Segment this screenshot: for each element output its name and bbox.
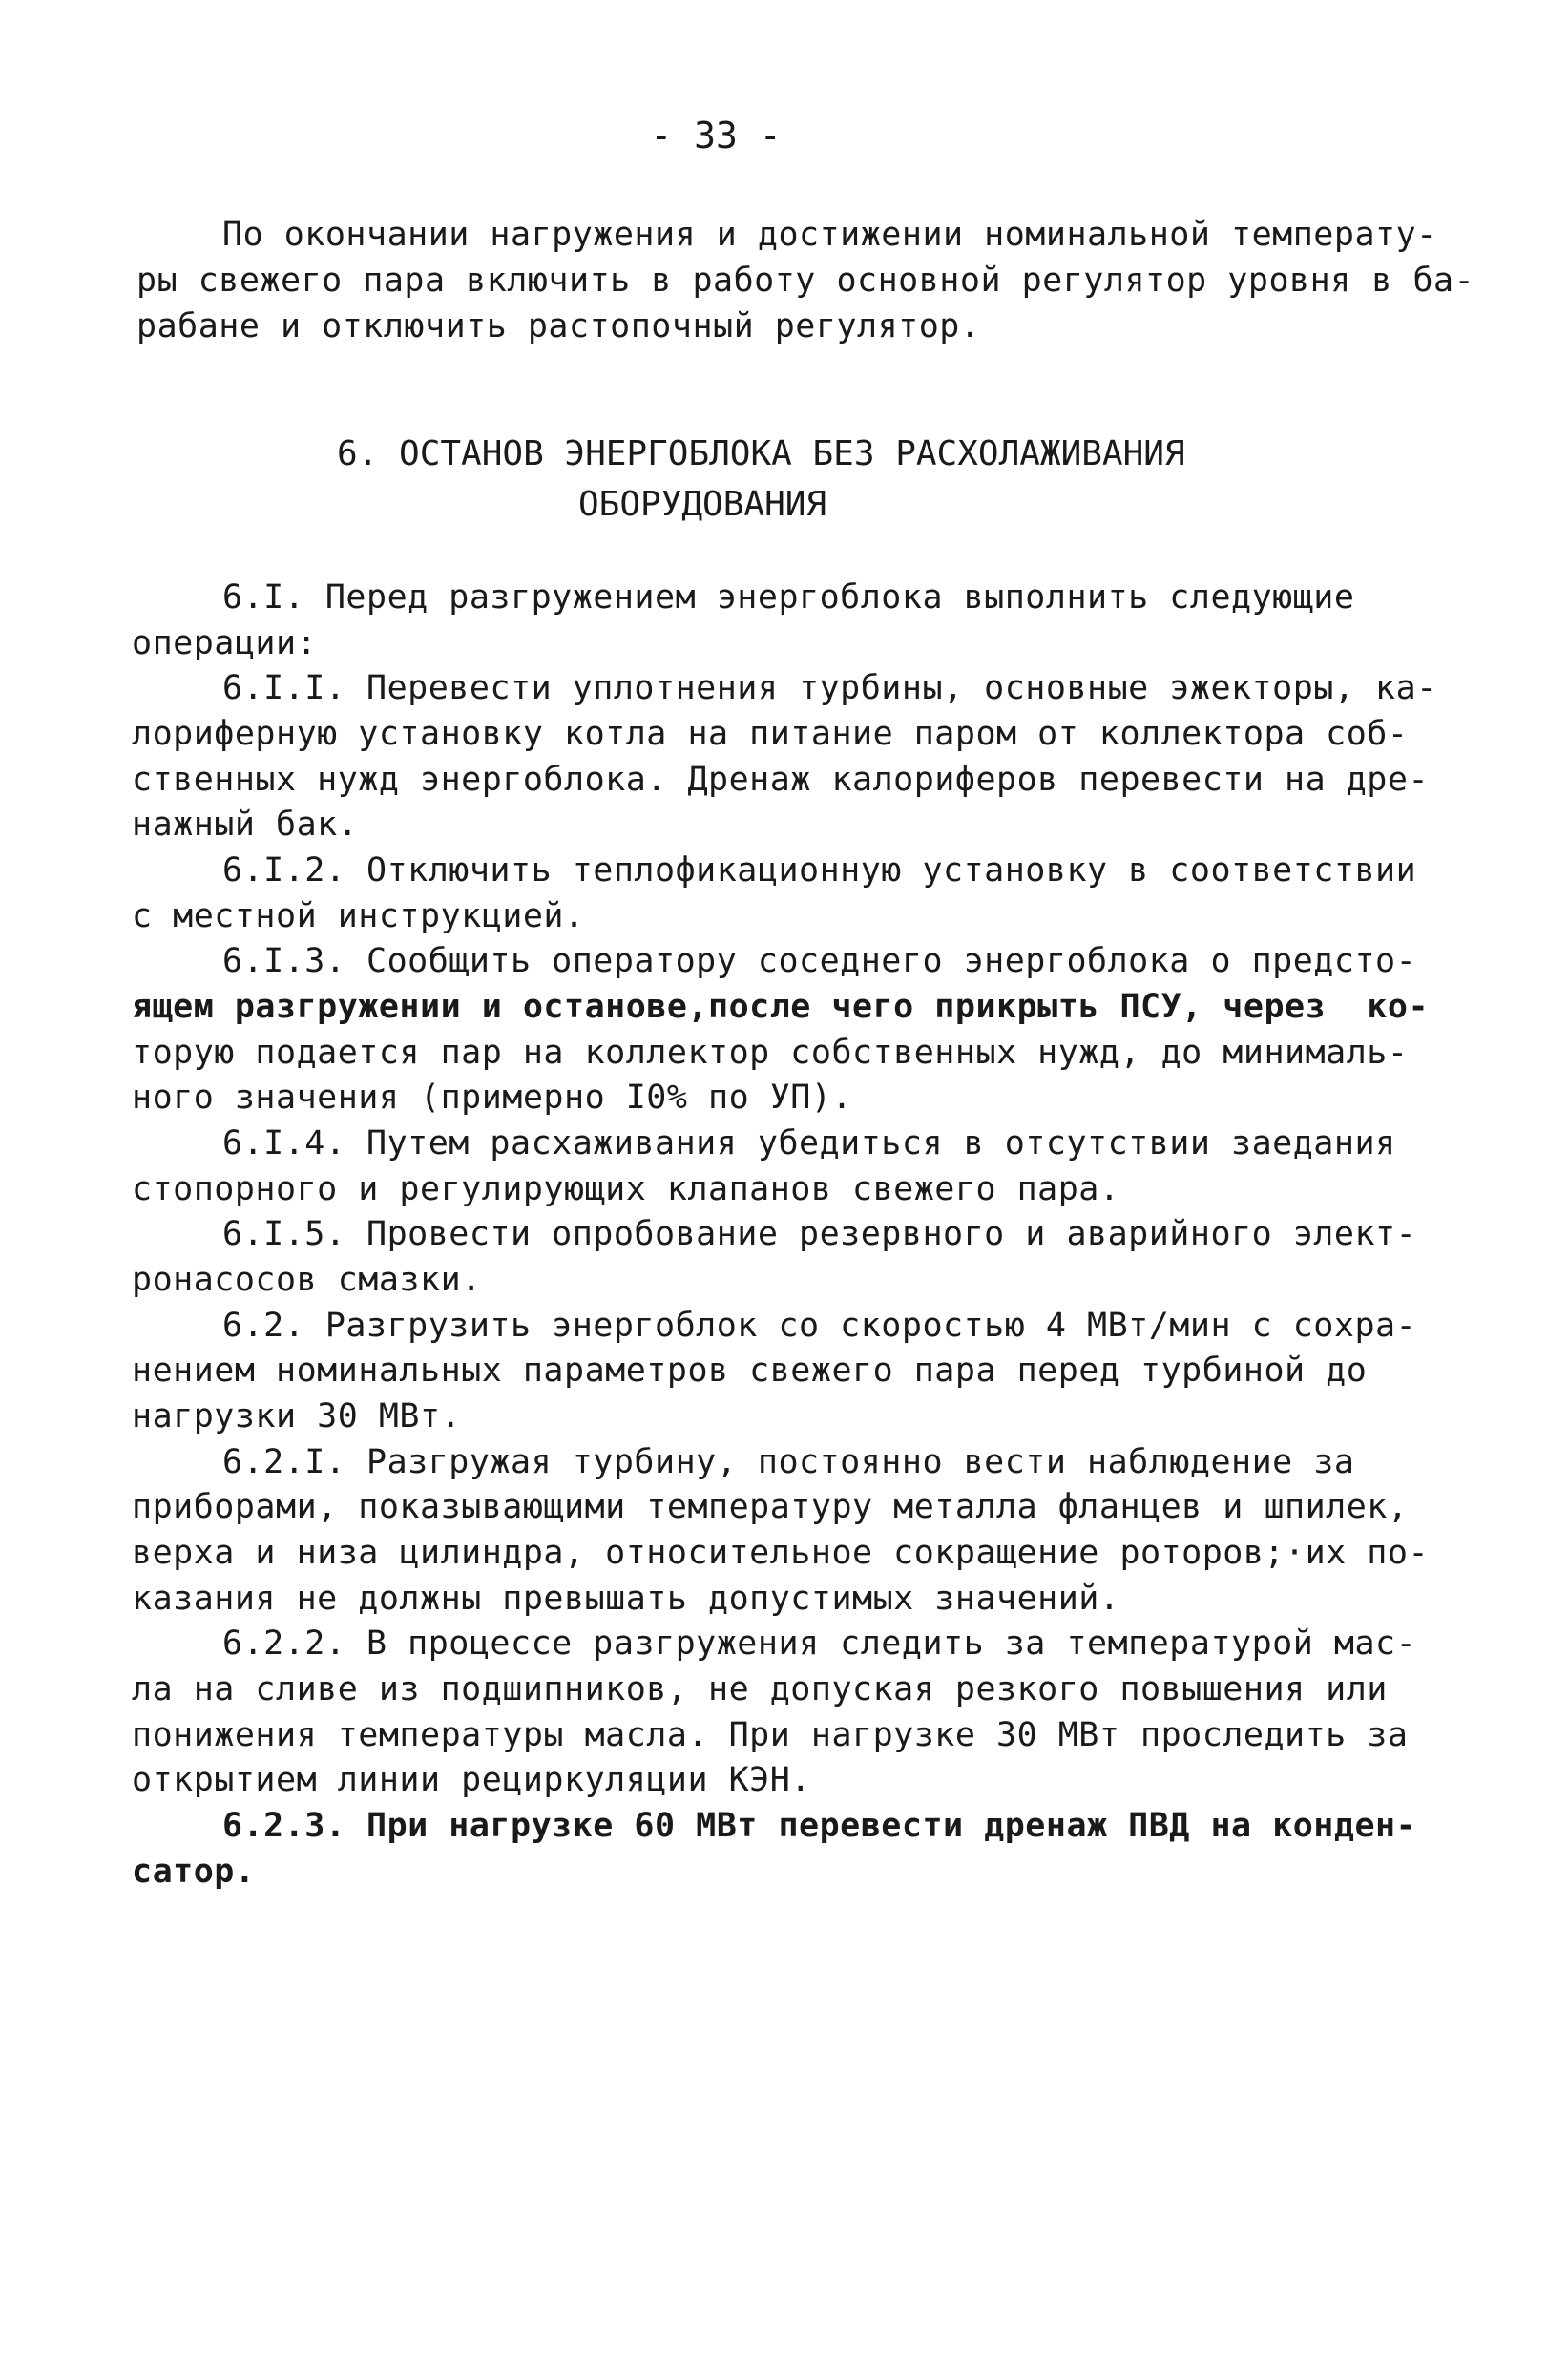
body-line-5: ственных нужд энергоблока. Дренаж калориферов перевести на дре-	[132, 761, 1430, 799]
body-line-25: ла на сливе из подшипников, не допуская резкого повышения или	[132, 1670, 1388, 1708]
body-line-20: 6.2.I. Разгружая турбину, постоянно вести наблюдение за	[222, 1443, 1355, 1481]
body-line-1: 6.I. Перед разгружением энергоблока выполнить следующие	[222, 578, 1355, 617]
body-line-18: нением номинальных параметров свежего пара перед турбиной до	[132, 1352, 1368, 1390]
body-line-17: 6.2. Разгрузить энергоблок со скоростью 4 МВт/мин с сохра-	[222, 1307, 1417, 1345]
body-line-29: сатор.	[132, 1853, 256, 1891]
body-line-26: понижения температуры масла. При нагрузке 30 МВт проследить за	[132, 1716, 1409, 1754]
body-line-22: верха и низа цилиндра, относительное сокращение роторов;·их по-	[132, 1534, 1430, 1572]
body-line-27: открытием линии рециркуляции КЭН.	[132, 1761, 811, 1799]
body-line-6: нажный бак.	[132, 806, 359, 844]
body-line-10: ящем разгружении и останове,после чего прикрыть ПСУ, через ко-	[132, 988, 1430, 1026]
section-heading-line-1: 6. ОСТАНОВ ЭНЕРГОБЛОКА БЕЗ РАСХОЛАЖИВАНИЯ	[337, 434, 1185, 473]
body-line-11: торую подается пар на коллектор собственных нужд, до минималь-	[132, 1034, 1409, 1072]
body-line-4: лориферную установку котла на питание паром от коллектора соб-	[132, 715, 1409, 753]
body-line-14: стопорного и регулирующих клапанов свежего пара.	[132, 1170, 1120, 1208]
body-line-24: 6.2.2. В процессе разгружения следить за температурой мас-	[222, 1624, 1417, 1663]
body-line-9: 6.I.3. Сообщить оператору соседнего энергоблока о предсто-	[222, 942, 1417, 980]
body-line-3: 6.I.I. Перевести уплотнения турбины, основные эжекторы, ка-	[222, 669, 1437, 707]
body-line-23: казания не должны превышать допустимых значений.	[132, 1580, 1120, 1618]
intro-line-1: По окончании нагружения и достижении номинальной температу-	[222, 216, 1437, 254]
body-line-15: 6.I.5. Провести опробование резервного и аварийного элект-	[222, 1215, 1417, 1253]
body-line-13: 6.I.4. Путем расхаживания убедиться в отсутствии заедания	[222, 1124, 1396, 1163]
body-line-21: приборами, показывающими температуру металла фланцев и шпилек,	[132, 1488, 1409, 1526]
page-number: - 33 -	[650, 115, 782, 157]
body-line-12: ного значения (примерно I0% по УП).	[132, 1079, 853, 1117]
body-line-28: 6.2.3. При нагрузке 60 МВт перевести дренаж ПВД на конден-	[222, 1807, 1417, 1845]
body-line-19: нагрузки 30 МВт.	[132, 1397, 462, 1435]
intro-line-2: ры свежего пара включить в работу основной регулятор уровня в ба-	[136, 262, 1475, 300]
section-heading-line-2: ОБОРУДОВАНИЯ	[578, 485, 827, 524]
intro-line-3: рабане и отключить растопочный регулятор.	[136, 307, 981, 346]
body-line-16: ронасосов смазки.	[132, 1261, 482, 1299]
body-line-2: операции:	[132, 624, 318, 662]
body-line-7: 6.I.2. Отключить теплофикационную установку в соответствии	[222, 851, 1417, 890]
body-line-8: с местной инструкцией.	[132, 897, 585, 935]
